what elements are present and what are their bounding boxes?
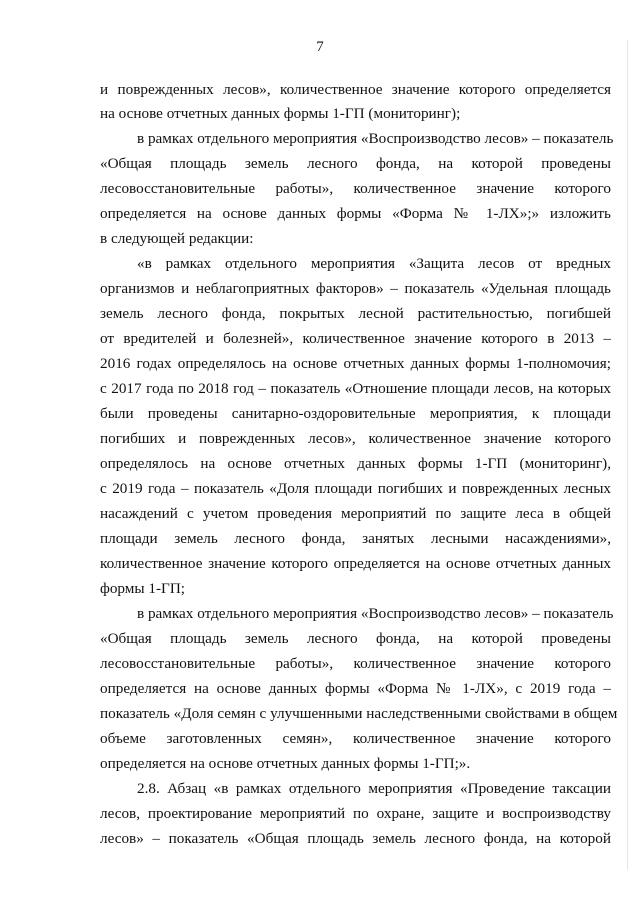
page-number: 7 (316, 39, 324, 55)
text-line: определяется на основе данных формы «Форма № 1-ЛХ», с 2019 года – (100, 680, 611, 697)
text-line: с 2017 года по 2018 год – показатель «Отношение площади лесов, на которых (100, 380, 611, 397)
text-line: были проведены санитарно-оздоровительные мероприятия, к площади (100, 405, 611, 422)
text-line: лесов» – показатель «Общая площадь земель лесного фонда, на которой (100, 830, 611, 847)
text-line: погибших и поврежденных лесов», количественное значение которого (100, 430, 611, 447)
scan-edge-line (627, 40, 628, 870)
text-line: объеме заготовленных семян», количественное значение которого (100, 730, 611, 747)
text-line: определялось на основе отчетных данных формы 1-ГП (мониторинг), (100, 455, 611, 472)
text-line: лесов, проектирование мероприятий по охране, защите и воспроизводству (100, 805, 611, 822)
text-line: земель лесного фонда, покрытых лесной растительностью, погибшей (100, 305, 611, 322)
text-line: определяется на основе отчетных данных формы 1-ГП;». (100, 755, 471, 772)
text-line: формы 1-ГП; (100, 580, 186, 597)
text-line: организмов и неблагоприятных факторов» – показатель «Удельная площадь (100, 280, 611, 297)
text-line: площади земель лесного фонда, занятых лесными насаждениями», (100, 530, 611, 547)
text-line: насаждений с учетом проведения мероприятий по защите леса в общей (100, 505, 611, 522)
text-line: «Общая площадь земель лесного фонда, на которой проведены (100, 155, 611, 172)
text-line: и поврежденных лесов», количественное значение которого определяется (100, 81, 611, 98)
text-line: «в рамках отдельного мероприятия «Защита лесов от вредных (137, 255, 611, 272)
text-line: 2016 годах определялось на основе отчетных данных формы 1-полномочия; (100, 355, 611, 372)
text-line: определяется на основе данных формы «Форма № 1-ЛХ»;» изложить (100, 205, 611, 222)
text-line: на основе отчетных данных формы 1-ГП (мониторинг); (100, 105, 461, 122)
text-line: в рамках отдельного мероприятия «Воспроизводство лесов» – показатель (137, 130, 614, 147)
text-line: в следующей редакции: (100, 230, 254, 247)
text-line: лесовосстановительные работы», количественное значение которого (100, 655, 611, 672)
text-line: «Общая площадь земель лесного фонда, на которой проведены (100, 630, 611, 647)
text-line: от вредителей и болезней», количественное значение которого в 2013 – (100, 330, 611, 347)
text-line: количественное значение которого определяется на основе отчетных данных (100, 555, 611, 572)
text-line: с 2019 года – показатель «Доля площади погибших и поврежденных лесных (100, 480, 611, 497)
text-line: 2.8. Абзац «в рамках отдельного мероприятия «Проведение таксации (137, 780, 611, 797)
text-line: показатель «Доля семян с улучшенными наследственными свойствами в общем (100, 705, 618, 722)
text-line: в рамках отдельного мероприятия «Воспроизводство лесов» – показатель (137, 605, 614, 622)
text-line: лесовосстановительные работы», количественное значение которого (100, 180, 611, 197)
